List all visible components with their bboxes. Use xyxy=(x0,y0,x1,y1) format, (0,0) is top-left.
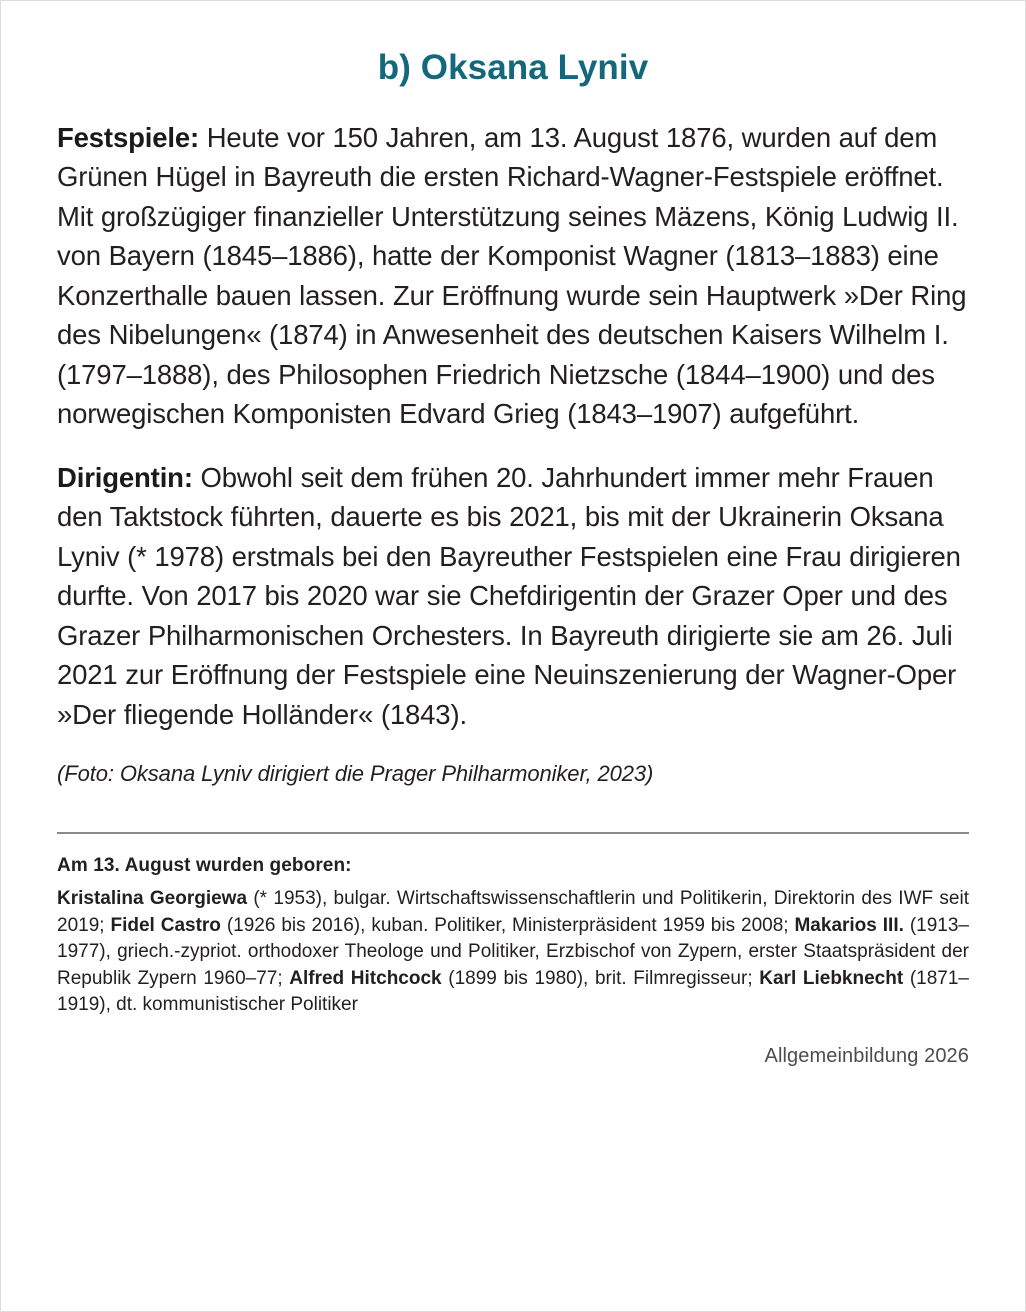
paragraph-dirigentin xyxy=(57,458,969,735)
birth-name: Kristalina Georgiewa xyxy=(57,888,248,909)
article-body xyxy=(57,118,969,791)
birth-detail: (* 1953), bulgar. Wirtschaftswissenschaftlerin und Politikerin, Direktorin des IWF seit 2019; xyxy=(57,888,969,936)
birth-name: Makarios III. xyxy=(794,914,904,936)
paragraph-lead-dirigentin: Dirigentin: xyxy=(57,461,193,493)
page-content xyxy=(57,1,969,1068)
paragraph-festspiele xyxy=(57,118,969,434)
paragraph-text-festspiele: Heute vor 150 Jahren, am 13. August 1876, wurden auf dem Grünen Hügel in Bayreuth die ersten Richard-Wagner-Festspiele eröffnet. Mit großzügiger finanzieller Unterstützung seines Mäzens, König Ludwig II. von Bayern (1845–1886), hatte der Komponist Wagner (1813–1883) eine Konzerthalle bauen lassen. Zur Eröffnung wurde sein Hauptwerk »Der Ring des Nibelungen« (1874) in Anwesenheit des deutschen Kaisers Wilhelm I. (1797–1888), des Philosophen Friedrich Nietzsche (1844–1900) und des norwegischen Komponisten Edvard Grieg (1843–1907) aufgeführt. xyxy=(57,121,967,429)
birth-name: Karl Liebknecht xyxy=(759,967,904,989)
birth-name: Alfred Hitchcock xyxy=(289,967,442,989)
birth-name: Fidel Castro xyxy=(110,914,221,936)
photo-caption: (Foto: Oksana Lyniv dirigiert die Prager Philharmoniker, 2023) xyxy=(57,761,654,786)
paragraph-text-dirigentin: Obwohl seit dem frühen 20. Jahrhundert immer mehr Frauen den Taktstock führten, dauerte es bis 2021, bis mit der Ukrainerin Oksana Lyniv (* 1978) erstmals bei den Bayreuther Festspielen eine Frau dirigieren durfte. Von 2017 bis 2020 war sie Chefdirigentin der Grazer Oper und des Grazer Philharmonischen Orchesters. In Bayreuth dirigierte sie am 26. Juli 2021 zur Eröffnung der Festspiele eine Neuinszenierung der Wagner-Oper »Der fliegende Holländer« (1843). xyxy=(57,461,961,730)
birth-detail: (1871–1919), dt. kommunistischer Politiker xyxy=(57,967,969,1015)
birth-detail: (1913–1977), griech.-zypriot. orthodoxer Theologe und Politiker, Erzbischof von Zypern, erster Staatspräsident der Republik Zypern 1960–77; xyxy=(57,914,969,989)
page-title: b) Oksana Lyniv xyxy=(377,48,649,87)
birth-detail: (1899 bis 1980), brit. Filmregisseur; xyxy=(441,967,760,989)
section-divider xyxy=(57,832,969,834)
births-heading: Am 13. August wurden geboren: xyxy=(57,855,352,876)
birth-detail: (1926 bis 2016), kuban. Politiker, Ministerpräsident 1959 bis 2008; xyxy=(220,914,795,936)
births-section xyxy=(57,852,969,1019)
births-list xyxy=(57,886,969,1019)
publication-credit: Allgemeinbildung 2026 xyxy=(764,1044,969,1067)
paragraph-lead-festspiele: Festspiele: xyxy=(57,121,200,153)
